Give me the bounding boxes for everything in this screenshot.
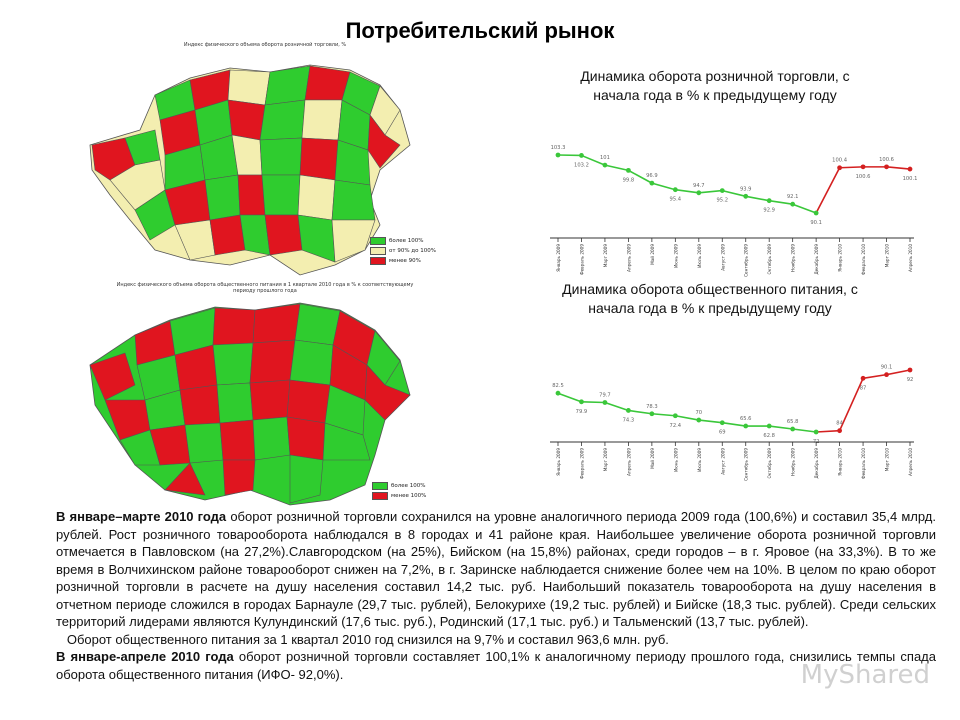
data-point (814, 430, 819, 435)
map1-legend-item-2 (370, 256, 436, 266)
x-tick-label: Февраль 2009 (579, 244, 585, 276)
watermark: MyShared (800, 660, 930, 690)
chart2-catering (540, 358, 920, 498)
chart1-title: Динамика оборота розничной торговли, с начала года в % к предыдущему году (580, 68, 850, 103)
series-segment (699, 420, 722, 423)
legend-label: более 100% (391, 483, 426, 489)
data-point (767, 424, 772, 429)
series-segment (863, 375, 886, 379)
data-point (556, 391, 561, 396)
legend-swatch (370, 257, 386, 265)
data-label: 62.8 (763, 433, 775, 440)
legend-label: от 90% до 100% (389, 248, 436, 254)
series-segment (793, 204, 816, 213)
data-label: 69 (718, 429, 726, 436)
map1-districts (92, 66, 400, 262)
x-tick-label: Сентябрь 2009 (743, 448, 749, 481)
x-tick-label: Апрель 2009 (626, 244, 632, 272)
data-label: 93.9 (739, 186, 752, 193)
x-tick-label: Октябрь 2009 (767, 448, 773, 479)
data-point (720, 420, 725, 425)
data-label: 84 (836, 420, 843, 427)
legend-label: более 100% (389, 238, 424, 244)
x-tick-label: Июнь 2009 (673, 448, 679, 472)
x-tick-label: Ноябрь 2009 (790, 448, 796, 476)
x-tick-label: Март 2009 (602, 448, 608, 472)
paragraph-2-body: Оборот общественного питания за 1 квартал 2010 год снизился на 9,7% и составил 963,6 млн. руб. (66, 631, 669, 647)
data-point (884, 164, 889, 169)
legend-label: менее 90% (389, 258, 421, 264)
data-point (579, 399, 584, 404)
x-tick-label: Апрель 2009 (626, 448, 632, 476)
legend-swatch (372, 492, 388, 500)
series-segment (605, 402, 628, 410)
data-label: 65.8 (786, 419, 799, 426)
series-segment (628, 410, 651, 413)
data-point (649, 411, 654, 416)
data-point (696, 190, 701, 195)
x-tick-label: Октябрь 2009 (767, 244, 773, 275)
data-label: 100.6 (879, 156, 894, 163)
data-label: 74.3 (622, 417, 635, 424)
data-point (884, 372, 889, 377)
data-label: 70 (695, 410, 703, 417)
data-label: 87 (859, 385, 867, 392)
x-tick-label: Декабрь 2009 (814, 244, 820, 275)
x-tick-label: Апрель 2010 (908, 244, 913, 272)
series-segment (722, 423, 745, 426)
data-point (767, 198, 772, 203)
data-point (861, 164, 866, 169)
legend-swatch (372, 482, 388, 490)
data-label: 96.9 (646, 173, 658, 180)
data-label: 65.6 (739, 416, 752, 423)
series-segment (558, 393, 581, 402)
data-point (626, 408, 631, 413)
paragraph-2 (56, 631, 936, 649)
data-label: 100.1 (902, 176, 918, 183)
map2-legend-item-0 (372, 481, 426, 491)
data-point (696, 418, 701, 423)
x-tick-label: Март 2009 (602, 244, 608, 268)
map1-caption: Индекс физического объема оборота розничной торговли, % (183, 42, 347, 48)
data-label: 100.6 (855, 173, 871, 180)
series-segment (581, 402, 604, 403)
data-point (743, 194, 748, 199)
legend-label: менее 100% (391, 493, 427, 499)
series-segment (840, 167, 863, 168)
data-label: 92.9 (763, 207, 775, 214)
map2-legend-item-1 (372, 491, 426, 501)
x-tick-label: Март 2010 (884, 448, 890, 472)
data-point (837, 428, 842, 433)
data-label: 90.1 (880, 364, 893, 371)
series-segment (652, 414, 675, 416)
x-tick-label: Май 2009 (649, 244, 655, 265)
series-segment (816, 431, 839, 432)
data-point (673, 413, 678, 418)
series-segment (769, 201, 792, 205)
page-title: Потребительский рынок (345, 18, 615, 43)
data-label: 92.1 (786, 194, 799, 201)
x-tick-label: Август 2009 (720, 448, 726, 475)
x-tick-label: Январь 2009 (556, 244, 561, 272)
legend-swatch (370, 237, 386, 245)
series-segment (605, 165, 628, 170)
x-tick-label: Январь 2010 (837, 448, 843, 476)
paragraph-1-lead: В январе–марте 2010 года (56, 509, 227, 524)
x-tick-label: Февраль 2010 (861, 244, 867, 276)
map2-catering (75, 295, 435, 510)
x-tick-label: Июль 2009 (696, 448, 702, 472)
map1-legend-item-1 (370, 246, 436, 256)
series-segment (675, 416, 698, 420)
data-point (556, 153, 561, 158)
data-point (861, 376, 866, 381)
x-tick-label: Август 2009 (720, 244, 726, 271)
series-segment (675, 190, 698, 193)
paragraph-3-lead: В январе-апреле 2010 года (56, 649, 234, 664)
data-label: 72.4 (669, 422, 682, 429)
data-label: 92 (906, 377, 914, 383)
x-tick-label: Декабрь 2009 (814, 448, 820, 479)
paragraph-1 (56, 508, 936, 631)
data-label: 78.3 (646, 403, 658, 410)
x-tick-label: Июнь 2009 (673, 244, 679, 268)
data-label: 95.4 (669, 196, 682, 203)
data-label: 94.7 (693, 182, 705, 189)
chart2-title: Динамика оборота общественного питания, с начала года в % к предыдущему году (562, 281, 858, 316)
data-label: 101 (599, 155, 610, 162)
data-label: 82.5 (552, 383, 564, 390)
legend-swatch (370, 247, 386, 255)
series-segment (793, 429, 816, 432)
data-label: 79.9 (575, 408, 588, 415)
x-tick-label: Февраль 2010 (861, 448, 867, 480)
data-point (908, 167, 913, 172)
data-label: 100.4 (832, 157, 848, 164)
data-point (743, 424, 748, 429)
data-label: 90.1 (810, 220, 822, 226)
paragraph-3-body: оборот розничной торговли составляет 100,1% к аналогичному периоду прошлого года, снизились темпы спада оборота общественного питания (ИФО- 92,0%). (56, 649, 936, 682)
data-point (908, 368, 913, 373)
data-point (814, 211, 819, 216)
x-tick-label: Май 2009 (649, 448, 655, 469)
data-point (603, 163, 608, 168)
map2-legend (372, 481, 426, 501)
x-tick-label: Ноябрь 2009 (790, 244, 796, 272)
series-segment (887, 167, 910, 169)
x-tick-label: Июль 2009 (696, 244, 702, 268)
map1-legend-item-0 (370, 236, 436, 246)
data-point (626, 168, 631, 173)
series-segment (652, 183, 675, 190)
map2-caption: Индекс физического объема оборота общественного питания в 1 квартале 2010 года в % к соответствующему периоду прошлого года (116, 282, 414, 294)
x-tick-label: Сентябрь 2009 (743, 244, 749, 277)
data-label: 103.2 (574, 162, 589, 169)
series-segment (699, 191, 722, 193)
data-label: 79.7 (599, 392, 611, 399)
series-segment (887, 370, 910, 375)
x-tick-label: Апрель 2010 (908, 448, 913, 476)
chart1-retail (540, 135, 920, 285)
x-tick-label: Март 2010 (884, 244, 890, 268)
data-label: 103.3 (550, 145, 566, 151)
data-point (790, 427, 795, 432)
series-segment (769, 426, 792, 429)
x-tick-label: Январь 2010 (837, 244, 843, 272)
data-label: 95.2 (716, 197, 729, 204)
data-point (649, 181, 654, 186)
x-tick-label: Февраль 2009 (579, 448, 585, 480)
series-segment (746, 196, 769, 200)
data-label: 99.8 (622, 177, 635, 184)
map1-legend (370, 236, 436, 266)
data-point (579, 153, 584, 158)
data-point (603, 400, 608, 405)
series-segment (816, 168, 839, 213)
data-point (673, 187, 678, 192)
x-tick-label: Январь 2009 (556, 448, 561, 476)
data-point (837, 165, 842, 170)
data-point (790, 202, 795, 207)
data-point (720, 188, 725, 193)
paragraph-1-body: оборот розничной торговли сохранился на уровне аналогичного периода 2009 года (100,6%) и составил 35,4 млрд. рублей. Рост розничного товарооборота наблюдался в 8 городах и 41 районе края. Наибольшее увеличение оборота розничной торговли отмечается в Павловском (на 27,2%).Славгородском (на 25%), Бийском (на 15,8%) районах, среди городов – в г. Яровое (на 33,3%). В то же время в Волчихинском районе товарооборот снижен на 7,2%, в г. Заринске наблюдается снижение более чем на 10%. В целом по краю оборот розничной торговли в расчете на душу населения составил 14,2 тыс. руб. Наибольший показатель товарооборота на душу населения в отчетном периоде сложился в городах Барнауле (29,7 тыс. рублей), Белокурихе (19,2 тыс. рублей) и Бийске (18,3 тыс. рублей). Среди сельских территорий лидерами являются Кулундинский (17,6 тыс. руб.), Родинский (17,1 тыс. руб.) и Тальменский (13,7 тыс. рублей). (56, 509, 936, 629)
data-label: 72 (812, 439, 820, 445)
body-text (56, 508, 936, 683)
